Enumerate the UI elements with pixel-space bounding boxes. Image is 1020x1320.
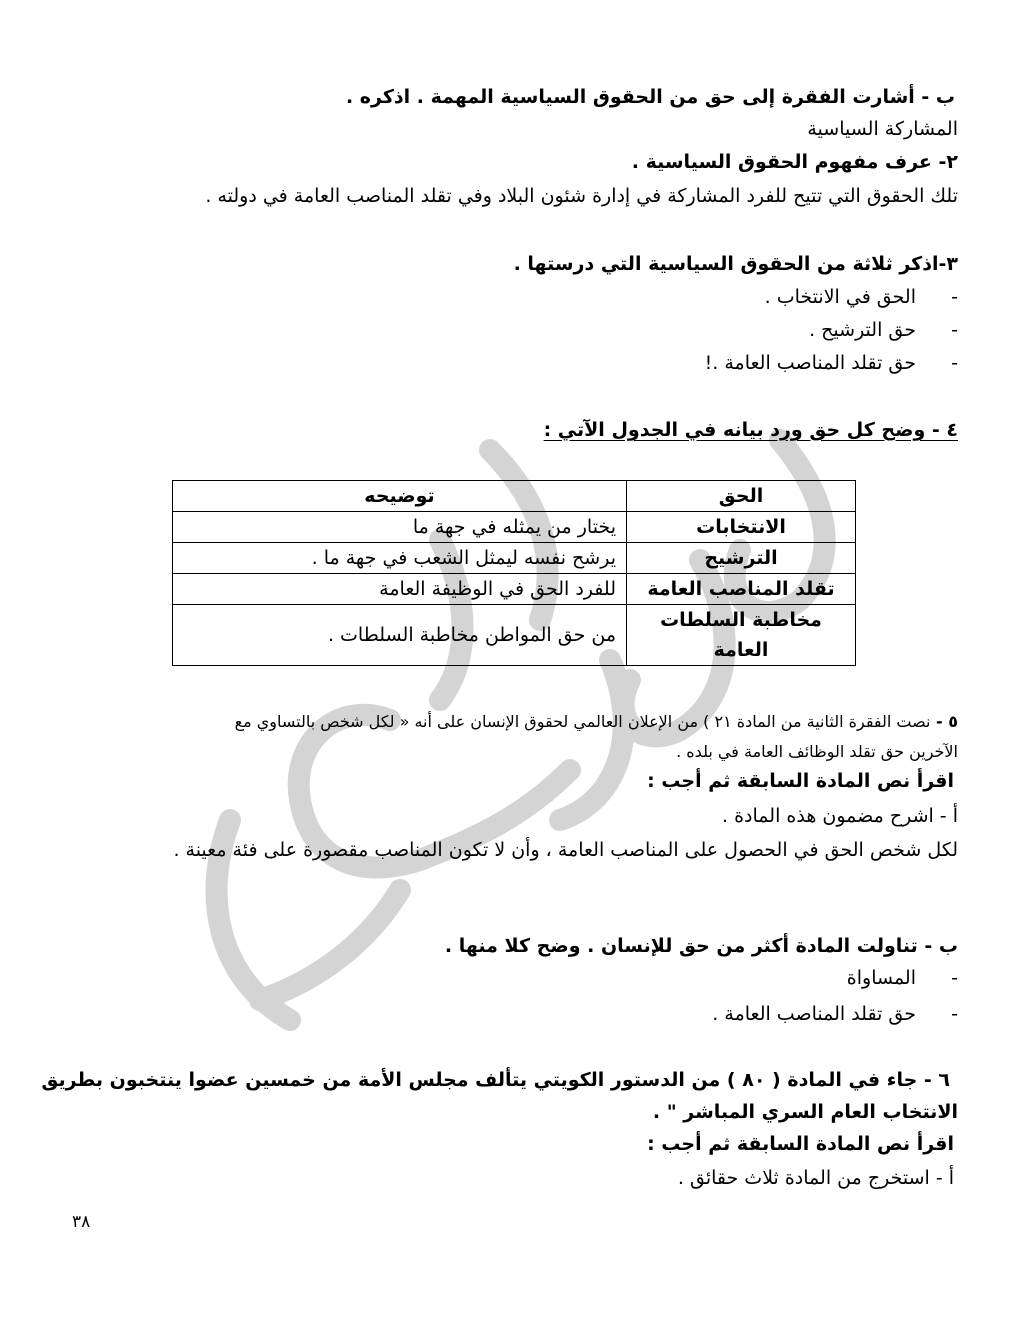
answer-3-item-2: - حق الترشيح . (60, 316, 958, 344)
question-5-intro (130, 708, 958, 736)
question-b-political-right: ب - أشارت الفقرة إلى حق من الحقوق السياسية المهمة . اذكره . (345, 86, 955, 108)
table-row (173, 574, 856, 605)
answer-2-definition: تلك الحقوق التي تتيح للفرد المشاركة في إدارة شئون البلاد وفي تقلد المناصب العامة في دولته . (205, 185, 958, 207)
table-row (173, 512, 856, 543)
question-3-three-rights: ٣-اذكر ثلاثة من الحقوق السياسية التي درستها . (513, 253, 958, 275)
table-cell-right: الترشيح (627, 543, 856, 574)
question-5b: ب - تناولت المادة أكثر من حق للإنسان . وضح كلا منها . (444, 935, 958, 957)
table-header-row (173, 481, 856, 512)
table-cell-explanation: يختار من يمثله في جهة ما (173, 512, 627, 543)
rights-table (172, 480, 856, 666)
question-6a: أ - استخرج من المادة ثلاث حقائق . (677, 1167, 954, 1189)
table-cell-explanation: من حق المواطن مخاطبة السلطات . (173, 605, 627, 666)
table-cell-right: مخاطبة السلطات العامة (627, 605, 856, 666)
table-row (173, 605, 856, 666)
question-5a: أ - اشرح مضمون هذه المادة . (722, 805, 958, 827)
question-5-number: ٥ - (930, 712, 958, 731)
table-cell-explanation: يرشح نفسه ليمثل الشعب في جهة ما . (173, 543, 627, 574)
answer-political-participation: المشاركة السياسية (807, 118, 958, 140)
question-5-read-instruction: اقرأ نص المادة السابقة ثم أجب : (647, 770, 954, 792)
question-6-line-2: الانتخاب العام السري المباشر " . (652, 1101, 958, 1123)
question-6-read-instruction: اقرأ نص المادة السابقة ثم أجب : (647, 1133, 954, 1155)
answer-3-item-1: - الحق في الانتخاب . (60, 283, 958, 311)
answer-5b-item-2: - حق تقلد المناصب العامة . (60, 1000, 958, 1028)
answer-5b-item-1: - المساواة (60, 964, 958, 992)
question-2-define-political-rights: ٢- عرف مفهوم الحقوق السياسية . (631, 151, 958, 173)
question-4-table-heading: ٤ - وضح كل حق ورد بيانه في الجدول الآتي : (543, 419, 958, 441)
answer-3-item-3: - حق تقلد المناصب العامة .! (60, 349, 958, 377)
page-number: ٣٨ (72, 1212, 91, 1232)
question-5-intro-continued: الآخرين حق تقلد الوظائف العامة في بلده . (676, 742, 958, 761)
table-cell-right: تقلد المناصب العامة (627, 574, 856, 605)
table-header-explanation: توضيحه (173, 481, 627, 512)
question-5-intro-text: نصت الفقرة الثانية من المادة ٢١ ) من الإعلان العالمي لحقوق الإنسان على أنه « لكل شخص بالتساوي مع (234, 712, 931, 731)
table-header-right: الحق (627, 481, 856, 512)
table-cell-explanation: للفرد الحق في الوظيفة العامة (173, 574, 627, 605)
table-cell-right: الانتخابات (627, 512, 856, 543)
question-6-line-1: ٦ - جاء في المادة ( ٨٠ ) من الدستور الكويتي يتألف مجلس الأمة من خمسين عضوا ينتخبون بطريق (41, 1069, 950, 1091)
answer-5a: لكل شخص الحق في الحصول على المناصب العامة ، وأن لا تكون المناصب مقصورة على فئة معينة . (173, 839, 958, 861)
table-row (173, 543, 856, 574)
